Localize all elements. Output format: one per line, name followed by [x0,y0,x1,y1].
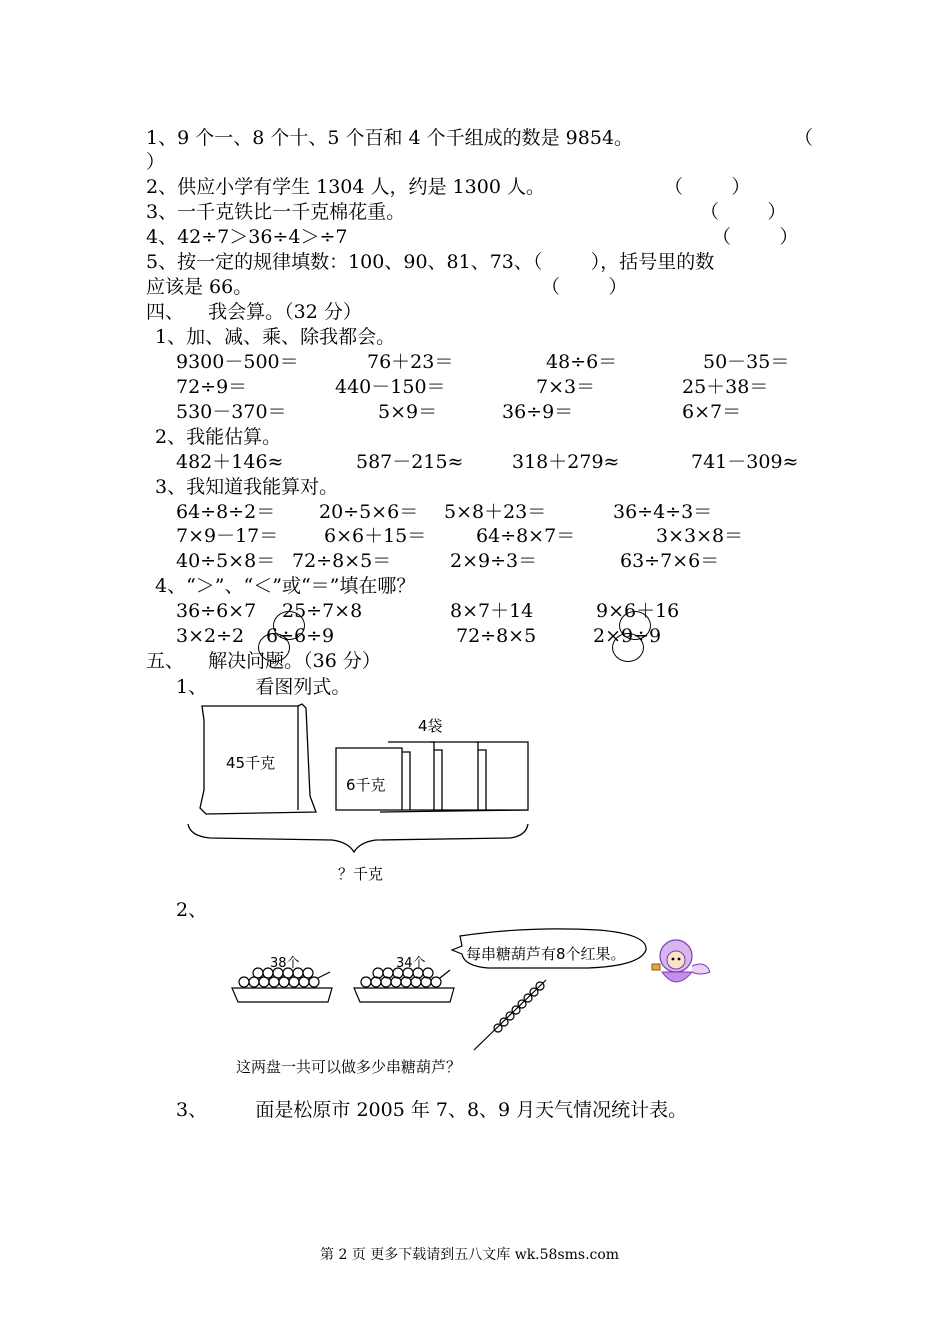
compare-left: 72÷8×5 [456,625,537,647]
section4-sub4: 4、“＞”、“＜”或“＝”填在哪？ [155,575,416,597]
fruit-question-label: 这两盘一共可以做多少串糖葫芦？ [236,1058,462,1076]
calc-item: 72÷8×5＝ [292,550,392,572]
total-brace [188,824,528,852]
judge-q2-paren[interactable]: （ ） [664,176,751,198]
calc-item: 64÷8÷2＝ [176,501,276,523]
compare-right: 9×6＋16 [596,600,680,622]
judge-q1: 1、9 个一、8 个十、5 个百和 4 个千组成的数是 9854。 [146,127,634,149]
big-bag-label: 45千克 [226,754,276,772]
calc-item: 63÷7×6＝ [620,550,720,572]
fruit-plates-figure [228,920,728,1050]
calc-item: 7×9－17＝ [176,525,279,547]
calc-item: 9300－500＝ [176,351,299,373]
judge-q1-close-paren: ） [146,151,166,173]
calc-item: 3×3×8＝ [656,525,744,547]
section4-sub3: 3、我知道我能算对。 [155,476,339,498]
compare-left: 8×7＋14 [450,600,534,622]
page-footer: 第 2 页 更多下载请到五八文库 wk.58sms.com [320,1247,620,1263]
calc-item: 40÷5×8＝ [176,550,276,572]
calc-item: 36÷4÷3＝ [613,501,713,523]
skewer-icon [474,980,546,1050]
calc-item: 20÷5×6＝ [319,501,419,523]
plate-right [354,988,454,1002]
calc-item: 7×3＝ [536,376,596,398]
compare-right: 6÷6÷9 [266,625,335,647]
section5-p1: 1、 看图列式。 [176,676,351,698]
estimate-item: 482＋146≈ [176,451,284,473]
speech-bubble-text: 每串糖葫芦有8个红果。 [466,945,626,963]
calc-item: 2×9÷3＝ [450,550,538,572]
judge-q5-line2: 应该是 66。 [146,276,253,298]
calc-item: 72÷9＝ [176,376,248,398]
calc-item: 64÷8×7＝ [476,525,576,547]
small-bag-label: 6千克 [346,776,386,794]
calc-item: 25＋38＝ [682,376,769,398]
compare-left: 3×2÷2 [176,625,245,647]
calc-item: 50－35＝ [703,351,790,373]
calc-item: 5×8＋23＝ [444,501,547,523]
judge-q3-paren[interactable]: （ ） [700,201,787,223]
calc-item: 48÷6＝ [546,351,618,373]
compare-left: 36÷6×7 [176,600,257,622]
girl-character-icon [652,940,710,982]
section5-p3: 3、 面是松原市 2005 年 7、8、9 月天气情况统计表。 [176,1099,688,1121]
judge-q4-paren[interactable]: （ ） [712,226,799,248]
calc-item: 6×6＋15＝ [324,525,427,547]
section5-p2: 2、 [176,899,208,921]
plate1-count-label: 38个 [270,956,300,971]
judge-q5-paren[interactable]: （ ） [541,276,628,298]
section4-sub1: 1、加、减、乘、除我都会。 [155,326,396,348]
estimate-item: 587－215≈ [356,451,464,473]
estimate-item: 318＋279≈ [512,451,620,473]
compare-right: 2×9÷9 [593,625,662,647]
calc-item: 76＋23＝ [367,351,454,373]
judge-q1-open-paren: （ [794,127,814,149]
calc-item: 440－150＝ [335,376,446,398]
calc-item: 530－370＝ [176,401,287,423]
judge-q2: 2、供应小学有学生 1304 人，约是 1300 人。 [146,176,545,198]
section4-title: 四、 我会算。（32 分） [146,301,362,323]
bag-count-label: 4袋 [418,717,443,735]
judge-q4: 4、42÷7＞36÷4＞÷7 [146,226,348,248]
judge-q5-line1: 5、按一定的规律填数：100、90、81、73、（ ），括号里的数 [146,251,715,273]
section5-title: 五、 解决问题。（36 分） [146,650,381,672]
calc-item: 5×9＝ [378,401,438,423]
calc-item: 36÷9＝ [502,401,574,423]
section4-sub2: 2、我能估算。 [155,426,282,448]
compare-right: 25÷7×8 [282,600,363,622]
plate-left [232,988,332,1002]
total-question-label: ？千克 [338,865,384,883]
compare-oval[interactable] [612,633,644,662]
calc-item: 6×7＝ [682,401,742,423]
estimate-item: 741－309≈ [691,451,799,473]
judge-q3: 3、一千克铁比一千克棉花重。 [146,201,406,223]
plate2-count-label: 34个 [396,956,426,971]
